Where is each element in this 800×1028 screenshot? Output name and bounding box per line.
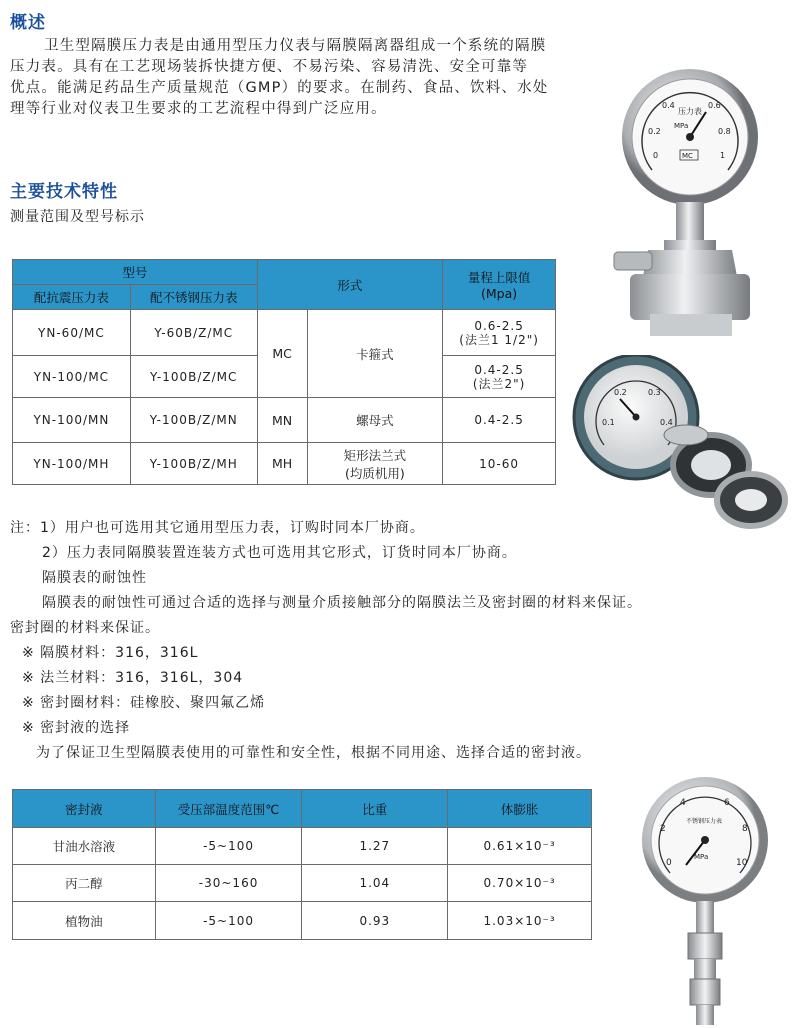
cell-density: 1.27 — [302, 828, 448, 865]
range-value: 0.4-2.5 — [474, 362, 524, 377]
table-row — [13, 398, 556, 443]
tick: 0.1 — [602, 418, 615, 427]
form-line-1: 矩形法兰式 — [343, 447, 407, 463]
table-row — [13, 902, 592, 940]
cell-code: MH — [257, 443, 307, 485]
cell-form — [307, 443, 443, 485]
cell-range — [443, 310, 556, 356]
cell-expansion: 0.70×10⁻³ — [448, 865, 592, 902]
cell-form: 螺母式 — [307, 398, 443, 443]
range-note: (法兰1 1/2") — [459, 332, 539, 347]
overview-paragraph — [10, 36, 610, 120]
stainless-gauge-photo — [630, 775, 780, 1025]
tick: 0.4 — [662, 101, 675, 110]
note-1: 注：1）用户也可选用其它通用型压力表，订购时同本厂协商。 — [10, 520, 425, 536]
cell-anti-shock: YN-100/MN — [13, 398, 131, 443]
gauge-label: 不锈钢压力表 — [686, 818, 723, 825]
tick: 6 — [724, 798, 730, 808]
cell-expansion: 1.03×10⁻³ — [448, 902, 592, 940]
tick: 0.8 — [718, 127, 731, 136]
features-title: 主要技术特性 — [10, 182, 118, 202]
form-line-2: (均质机用) — [344, 465, 405, 481]
notes-section — [10, 516, 770, 766]
range-value: 0.6-2.5 — [474, 318, 524, 333]
th-temp: 受压部温度范围℃ — [155, 790, 302, 828]
cell-density: 1.04 — [302, 865, 448, 902]
tick: 10 — [736, 858, 748, 868]
overview-title: 概述 — [10, 13, 46, 33]
clamp-gauge-photo — [590, 52, 790, 352]
sealing-fluid-text: 为了保证卫生型隔膜表使用的可靠性和安全性，根据不同用途、选择合适的密封液。 — [36, 745, 591, 761]
fluid-table — [12, 789, 592, 940]
overview-line-3: 优点。能满足药品生产质量规范（GMP）的要求。在制药、食品、饮料、水处 — [10, 80, 549, 96]
tick: 0.2 — [614, 388, 627, 397]
th-anti-shock: 配抗震压力表 — [13, 285, 131, 310]
cell-temp: -5~100 — [155, 902, 302, 940]
cell-code-mc: MC — [257, 310, 307, 398]
th-range — [443, 260, 556, 310]
th-range-line1: 量程上限值 — [467, 270, 531, 285]
cell-density: 0.93 — [302, 902, 448, 940]
material-seal: ※ 密封圈材料：硅橡胶、聚四氟乙烯 — [22, 695, 266, 711]
cell-fluid: 植物油 — [13, 902, 156, 940]
corrosion-text-1: 隔膜表的耐蚀性可通过合适的选择与测量介质接触部分的隔膜法兰及密封圈的材料来保证。 — [42, 595, 642, 611]
features-subtitle: 测量范围及型号标示 — [10, 209, 145, 225]
table-row — [13, 310, 556, 356]
table-row — [13, 443, 556, 485]
overview-line-2: 压力表。具有在工艺现场装拆快捷方便、不易污染、容易清洗、安全可靠等 — [10, 59, 529, 75]
tick: 0.3 — [648, 388, 661, 397]
th-density: 比重 — [302, 790, 448, 828]
overview-line-1: 卫生型隔膜压力表是由通用型压力仪表与隔膜隔离器组成一个系统的隔膜 — [44, 38, 547, 54]
gauge-unit: MPa — [674, 122, 689, 130]
sealing-fluid-title: ※ 密封液的选择 — [22, 720, 131, 736]
tick: 0.2 — [648, 127, 661, 136]
tick: 2 — [660, 824, 666, 834]
th-range-line2: (Mpa) — [481, 286, 518, 301]
cell-expansion: 0.61×10⁻³ — [448, 828, 592, 865]
cell-temp: -30~160 — [155, 865, 302, 902]
cell-stainless: Y-100B/Z/MH — [130, 443, 257, 485]
range-note: (法兰2") — [472, 376, 526, 391]
gauge-badge: MC — [682, 152, 693, 160]
table-row — [13, 865, 592, 902]
th-expansion: 体膨胀 — [448, 790, 592, 828]
material-diaphragm: ※ 隔膜材料：316，316L — [22, 645, 199, 661]
cell-anti-shock: YN-100/MC — [13, 356, 131, 398]
th-fluid: 密封液 — [13, 790, 156, 828]
cell-anti-shock: YN-60/MC — [13, 310, 131, 356]
corrosion-title: 隔膜表的耐蚀性 — [42, 570, 147, 586]
cell-fluid: 甘油水溶液 — [13, 828, 156, 865]
tick: 0 — [653, 151, 659, 160]
cell-range — [443, 356, 556, 398]
cell-anti-shock: YN-100/MH — [13, 443, 131, 485]
tick: 8 — [742, 824, 748, 834]
material-flange: ※ 法兰材料：316，316L，304 — [22, 670, 244, 686]
corrosion-text-2: 密封圈的材料来保证。 — [10, 620, 160, 636]
cell-stainless: Y-100B/Z/MC — [130, 356, 257, 398]
table-row — [13, 828, 592, 865]
note-2: 2）压力表同隔膜装置连装方式也可选用其它形式，订货时同本厂协商。 — [42, 545, 517, 561]
tick: 0.6 — [708, 101, 721, 110]
cell-fluid: 丙二醇 — [13, 865, 156, 902]
cell-form-mc: 卡箍式 — [307, 310, 443, 398]
cell-range: 10-60 — [443, 443, 556, 485]
tick: 0.4 — [660, 418, 673, 427]
gauge-unit: MPa — [694, 853, 709, 861]
tick: 1 — [720, 151, 726, 160]
model-table — [12, 259, 556, 485]
nut-gauge-photo — [566, 355, 790, 535]
th-model: 型号 — [13, 260, 258, 285]
gauge-label: 压力表 — [678, 107, 702, 116]
tick: 4 — [680, 798, 686, 808]
overview-line-4: 理等行业对仪表卫生要求的工艺流程中得到广泛应用。 — [10, 101, 387, 117]
cell-stainless: Y-100B/Z/MN — [130, 398, 257, 443]
th-form: 形式 — [257, 260, 443, 310]
tick: 0 — [666, 858, 672, 868]
cell-temp: -5~100 — [155, 828, 302, 865]
th-stainless: 配不锈钢压力表 — [130, 285, 257, 310]
cell-code: MN — [257, 398, 307, 443]
cell-stainless: Y-60B/Z/MC — [130, 310, 257, 356]
cell-range: 0.4-2.5 — [443, 398, 556, 443]
